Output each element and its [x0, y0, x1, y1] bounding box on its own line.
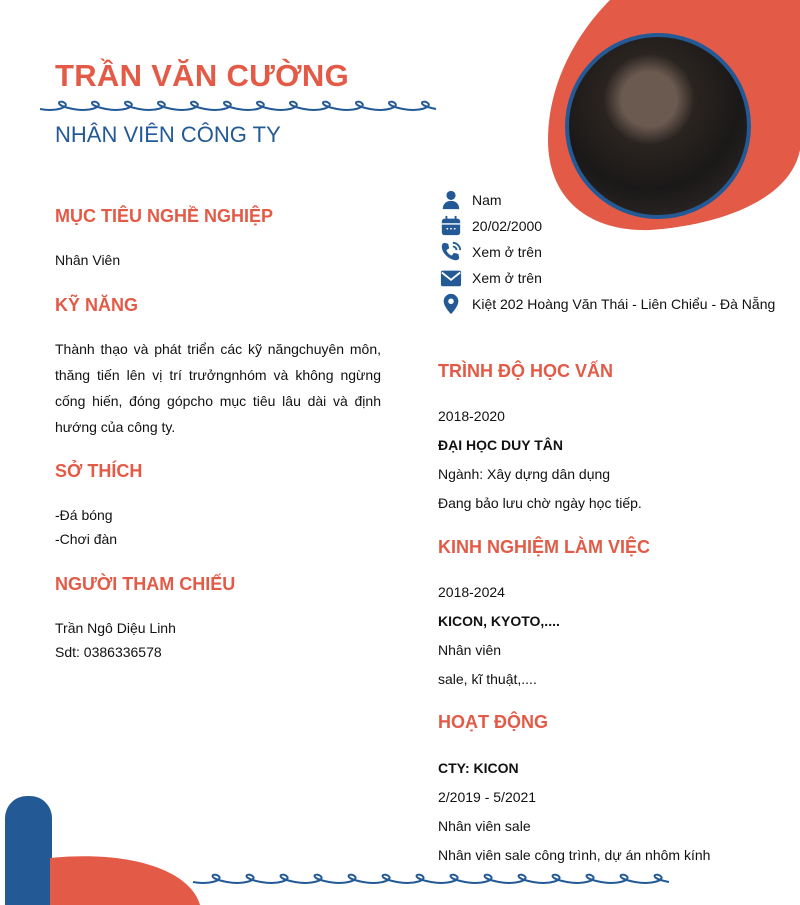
red-semicircle: [50, 856, 200, 905]
experience-desc: sale, kĩ thuật,....: [438, 671, 537, 687]
references-heading: NGƯỜI THAM CHIẾU: [55, 574, 236, 594]
mail-icon: [440, 267, 462, 289]
info-row: [440, 189, 502, 211]
info-text: Nam: [472, 192, 502, 208]
experience-role: Nhân viên: [438, 642, 502, 658]
education-period: 2018-2020: [438, 408, 505, 424]
objective-text: Nhân Viên: [55, 252, 121, 268]
info-text: 20/02/2000: [472, 218, 543, 234]
education-note: Đang bảo lưu chờ ngày học tiếp.: [438, 495, 642, 511]
location-icon: [440, 293, 462, 315]
candidate-name: TRẦN VĂN CƯỜNG: [55, 58, 350, 93]
squiggle-top: [40, 102, 436, 110]
education-school: ĐẠI HỌC DUY TÂN: [438, 437, 563, 453]
person-icon: [440, 189, 462, 211]
blue-bar: [5, 796, 52, 905]
hobby-item: -Đá bóng: [55, 507, 113, 523]
info-text: Kiệt 202 Hoàng Văn Thái - Liên Chiểu - Đà Nẵng: [472, 296, 776, 312]
activities-org: CTY: KICON: [438, 760, 519, 776]
hobbies-list: [55, 503, 117, 551]
calendar-icon: [440, 215, 462, 237]
info-row: [440, 293, 775, 315]
reference-name: Trần Ngô Diệu Linh: [55, 620, 176, 636]
skills-heading: KỸ NĂNG: [55, 295, 139, 315]
info-text: Xem ở trên: [472, 270, 542, 286]
activities-period: 2/2019 - 5/2021: [438, 789, 537, 805]
info-text: Xem ở trên: [472, 244, 542, 260]
experience-period: 2018-2024: [438, 584, 505, 600]
profile-photo: [565, 33, 751, 219]
candidate-position: NHÂN VIÊN CÔNG TY: [55, 122, 281, 147]
education-major: Ngành: Xây dựng dân dụng: [438, 466, 611, 482]
activities-block: [438, 754, 710, 870]
hobbies-heading: SỞ THÍCH: [55, 461, 143, 481]
skills-text: Thành thạo và phát triển các kỹ năngchuyên môn, thăng tiến lên vị trí trưởngnhóm và không ngừng cống hiến, đóng gópcho mục tiêu lâu dài và định hướng của công ty.: [55, 341, 381, 435]
squiggle-bottom: [193, 875, 669, 883]
education-block: [438, 402, 642, 518]
activities-role: Nhân viên sale: [438, 818, 531, 834]
info-row: [440, 241, 542, 263]
activities-desc: Nhân viên sale công trình, dự án nhôm kính: [438, 847, 711, 863]
education-heading: TRÌNH ĐỘ HỌC VẤN: [438, 361, 613, 381]
phone-icon: [440, 241, 462, 263]
info-row: [440, 267, 542, 289]
hobby-item: -Chơi đàn: [55, 531, 118, 547]
info-row: [440, 215, 542, 237]
experience-company: KICON, KYOTO,....: [438, 613, 560, 629]
experience-block: [438, 578, 560, 694]
reference-phone: Sdt: 0386336578: [55, 644, 162, 660]
experience-heading: KINH NGHIỆM LÀM VIỆC: [438, 537, 651, 557]
activities-heading: HOẠT ĐỘNG: [438, 712, 548, 732]
references-list: [55, 616, 176, 664]
objective-heading: MỤC TIÊU NGHỀ NGHIỆP: [55, 206, 274, 226]
